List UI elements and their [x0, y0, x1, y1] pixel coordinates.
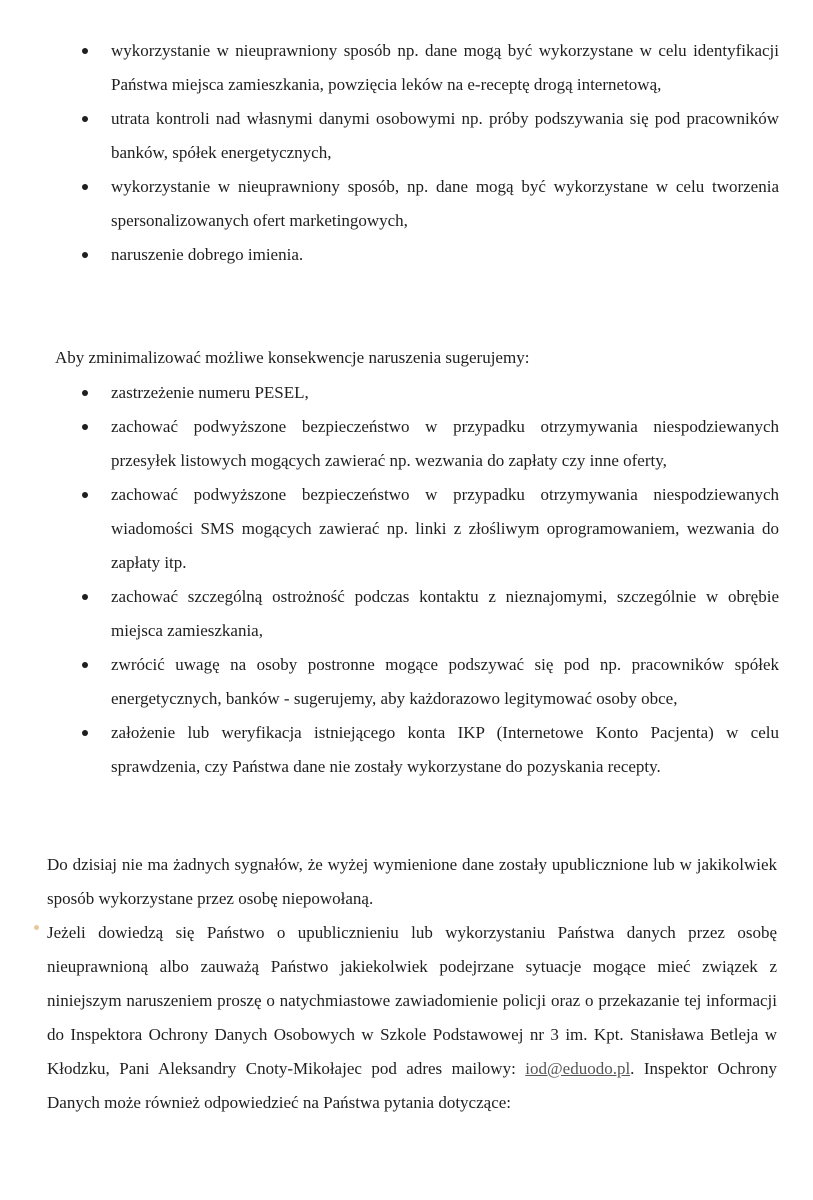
list-item: utrata kontroli nad własnymi danymi osobowymi np. próby podszywania się pod pracowników banków, spółek energetycznych,: [0, 102, 813, 170]
bullet-icon: [82, 48, 88, 54]
bullet-icon: [82, 252, 88, 258]
status-paragraph: Do dzisiaj nie ma żadnych sygnałów, że wyżej wymienione dane zostały upublicznione lub w jakikolwiek sposób wykorzystane przez osobę niepowołaną.: [47, 855, 777, 908]
list-item: zachować podwyższone bezpieczeństwo w przypadku otrzymywania niespodziewanych wiadomości SMS mogących zawierać np. linki z złośliwym oprogramowaniem, wezwania do zapłaty itp.: [0, 478, 813, 580]
bullet-icon: [82, 424, 88, 430]
bullet-icon: [82, 116, 88, 122]
contact-paragraph: Jeżeli dowiedzą się Państwo o upublicznieniu lub wykorzystaniu Państwa danych przez osobę nieuprawnioną albo zauważą Państwo jakiekolwiek podejrzane sytuacje mogące mieć związek z niniejszym naruszeniem proszę o natychmiastowe zawiadomienie policji oraz o przekazanie tej informacji do Inspektora Ochrony Danych Osobowych w Szkole Podstawowej nr 3 im. Kpt. Stanisława Betleja w Kłodzku, Pani Aleksandry Cnoty-Mikołajec pod adres mailowy: iod@eduodo.pl. Inspektor Ochrony Danych może również odpowiedzieć na Państwa pytania dotyczące:: [47, 923, 777, 1112]
list-item: wykorzystanie w nieuprawniony sposób, np. dane mogą być wykorzystane w celu tworzenia spersonalizowanych ofert marketingowych,: [0, 170, 813, 238]
bullet-icon: [82, 730, 88, 736]
list-item: naruszenie dobrego imienia.: [0, 238, 813, 272]
list-item: wykorzystanie w nieuprawniony sposób np. dane mogą być wykorzystane w celu identyfikacji Państwa miejsca zamieszkania, powzięcia leków na e-receptę drogą internetową,: [0, 34, 813, 102]
list-item: założenie lub weryfikacja istniejącego konta IKP (Internetowe Konto Pacjenta) w celu sprawdzenia, czy Państwa dane nie zostały wykorzystane do pozyskania recepty.: [0, 716, 813, 784]
bullet-icon: [82, 390, 88, 396]
list-item: zwrócić uwagę na osoby postronne mogące podszywać się pod np. pracowników spółek energetycznych, banków - sugerujemy, aby każdorazowo legitymować osoby obce,: [0, 648, 813, 716]
scan-mark: [34, 925, 39, 930]
list-item: zachować podwyższone bezpieczeństwo w przypadku otrzymywania niespodziewanych przesyłek listowych mogących zawierać np. wezwania do zapłaty czy inne oferty,: [0, 410, 813, 478]
bullet-icon: [82, 594, 88, 600]
bullet-icon: [82, 492, 88, 498]
recommendations-intro: Aby zminimalizować możliwe konsekwencje naruszenia sugerujemy:: [55, 348, 530, 367]
consequences-list: [0, 34, 813, 272]
recommendations-list: [0, 376, 813, 784]
faded-stamp: [688, 2, 758, 20]
email-link[interactable]: iod@eduodo.pl: [525, 1059, 631, 1078]
list-item: zachować szczególną ostrożność podczas kontaktu z nieznajomymi, szczególnie w obrębie miejsca zamieszkania,: [0, 580, 813, 648]
bullet-icon: [82, 184, 88, 190]
list-item: zastrzeżenie numeru PESEL,: [0, 376, 813, 410]
bullet-icon: [82, 662, 88, 668]
